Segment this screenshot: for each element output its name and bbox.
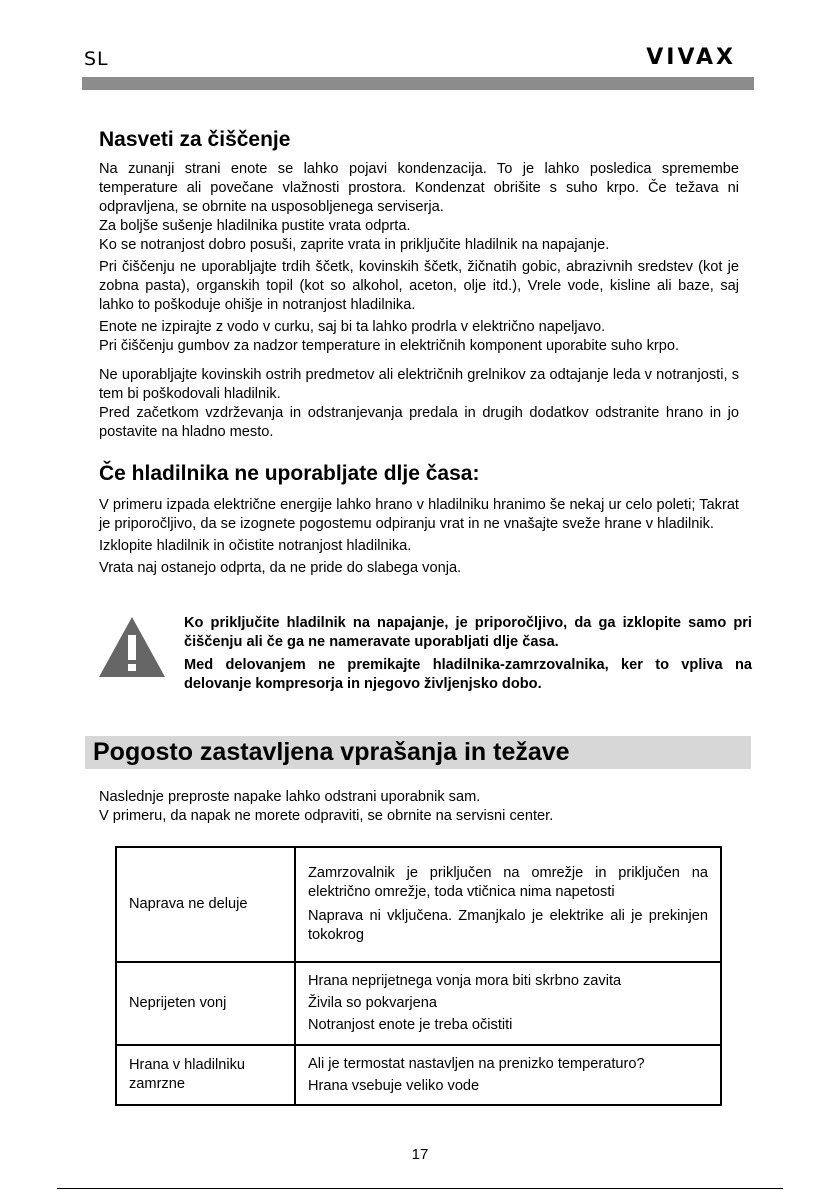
cleaning-block-2: [99, 258, 739, 315]
table-row: [116, 1045, 721, 1105]
cause-item: Hrana neprijetnega vonja mora biti skrbno zavita: [308, 973, 622, 989]
paragraph: Vrata naj ostanejo odprta, da ne pride do slabega vonja.: [99, 560, 462, 576]
problem-cell: Neprijeten vonj: [116, 962, 295, 1045]
cleaning-block-3: [99, 318, 739, 356]
warning-text: [184, 614, 752, 694]
paragraph: Na zunanji strani enote se lahko pojavi kondenzacija. To je lahko posledica spremembe temperature ali povečane vlažnosti prostora. Kondenzat obrišite s suho krpo. Če težava ni odpravljena, se obrnite na usposobljenega serviserja.: [99, 161, 739, 215]
causes-cell: [295, 847, 721, 962]
table-row: [116, 962, 721, 1045]
faq-heading-bar: [85, 736, 751, 769]
paragraph: Naslednje preproste napake lahko odstrani uporabnik sam.: [99, 789, 481, 805]
cleaning-block-1: [99, 160, 739, 255]
faq-title: Pogosto zastavljena vprašanja in težave: [93, 738, 570, 766]
page-number: 17: [411, 1146, 429, 1163]
paragraph: Pred začetkom vzdrževanja in odstranjevanja predala in drugih dodatkov odstranite hrano in jo postavite na hladno mesto.: [99, 405, 739, 440]
paragraph: Izklopite hladilnik in očistite notranjost hladilnika.: [99, 538, 412, 554]
faq-intro: [99, 788, 739, 826]
paragraph: Za boljše sušenje hladilnika pustite vrata odprta.: [99, 218, 411, 234]
table-row: [116, 847, 721, 962]
problem-cell: Hrana v hladilniku zamrzne: [116, 1045, 295, 1105]
cleaning-title: Nasveti za čiščenje: [99, 128, 291, 151]
paragraph: Pri čiščenju gumbov za nadzor temperature in električnih komponent uporabite suho krpo.: [99, 338, 680, 354]
unused-title: Če hladilnika ne uporabljate dlje časa:: [99, 462, 480, 485]
header-bar: [82, 77, 754, 90]
cause-item: Naprava ni vključena. Zmanjkalo je elektrike ali je prekinjen tokokrog: [308, 908, 708, 943]
cause-item: Zamrzovalnik je priključen na omrežje in priključen na električno omrežje, toda vtičnica nima napetosti: [308, 865, 708, 900]
header-lang: SL: [84, 48, 109, 70]
paragraph: Enote ne izpirajte z vodo v curku, saj bi ta lahko prodrla v električno napeljavo.: [99, 319, 606, 335]
unused-block: [99, 496, 739, 578]
cause-item: Hrana vsebuje veliko vode: [308, 1077, 480, 1094]
cleaning-block-4: [99, 366, 739, 442]
paragraph: Ko se notranjost dobro posuši, zaprite vrata in priključite hladilnik na napajanje.: [99, 237, 610, 253]
cause-item: Ali je termostat nastavljen na prenizko temperaturo?: [308, 1055, 645, 1072]
cause-item: Notranjost enote je treba očistiti: [308, 1017, 513, 1033]
cause-item: Živila so pokvarjena: [308, 995, 437, 1011]
footer-rule: [57, 1188, 783, 1189]
causes-cell: [295, 962, 721, 1045]
warning-line: Med delovanjem ne premikajte hladilnika-zamrzovalnika, ker to vpliva na delovanje kompresorja in njegovo življenjsko dobo.: [184, 657, 752, 692]
warning-line: Ko priključite hladilnik na napajanje, je priporočljivo, da ga izklopite samo pri čiščenju ali če ga ne nameravate uporabljati dlje časa.: [184, 615, 752, 650]
troubleshooting-table: [115, 846, 722, 1106]
paragraph: V primeru, da napak ne morete odpraviti, se obrnite na servisni center.: [99, 808, 554, 824]
problem-cell: Naprava ne deluje: [116, 847, 295, 962]
paragraph: V primeru izpada električne energije lahko hrano v hladilniku hranimo še nekaj ur celo poleti; Takrat je priporočljivo, da se izognete pogostemu odpiranju vrat in ne vnašajte sveže hrane v hladilnik.: [99, 497, 739, 532]
brand-logo: VIVAX: [646, 45, 736, 70]
warning-triangle-icon: [98, 616, 166, 678]
causes-cell: [295, 1045, 721, 1105]
paragraph: Pri čiščenju ne uporabljajte trdih ščetk, kovinskih ščetk, žičnatih gobic, abrazivnih sredstev (kot je zobna pasta), organskih topil (kot so alkohol, aceton, olje itd.), Vrele vode, kisline ali baze, saj lahko to poškoduje ohišje in notranjost hladilnika.: [99, 259, 739, 313]
paragraph: Ne uporabljajte kovinskih ostrih predmetov ali električnih grelnikov za odtajanje leda v notranjosti, s tem bi poškodovali hladilnik.: [99, 367, 739, 402]
